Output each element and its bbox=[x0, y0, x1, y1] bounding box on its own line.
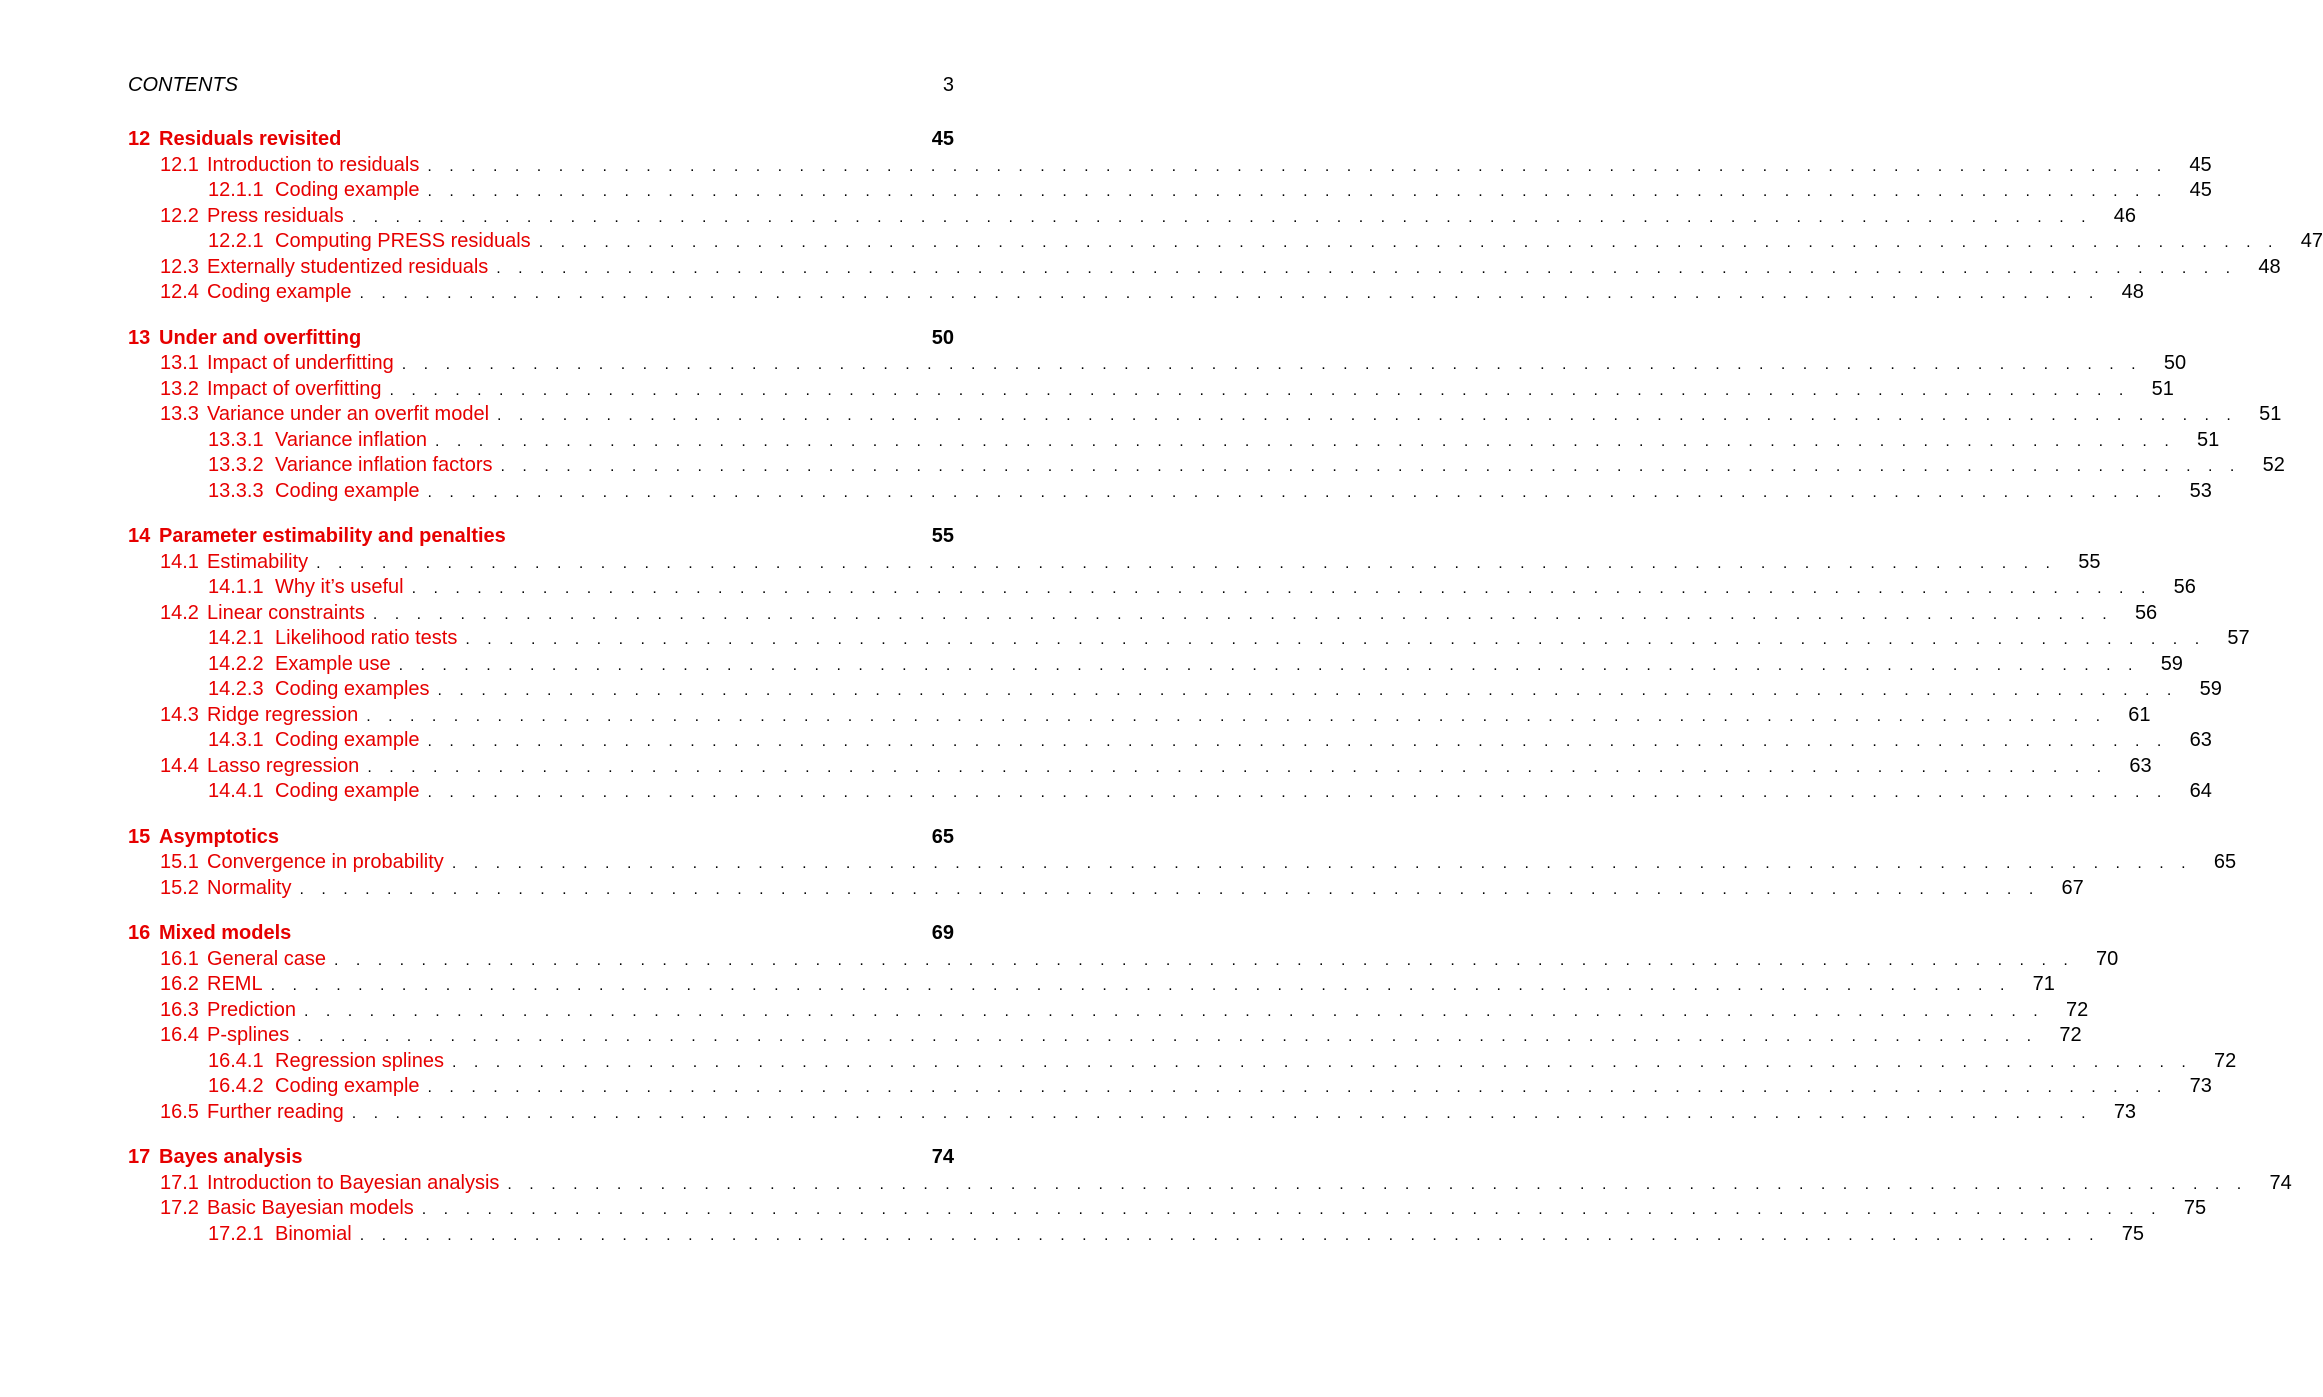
toc-section-entry[interactable] bbox=[128, 550, 2101, 576]
toc-section-entry-link[interactable] bbox=[160, 601, 365, 627]
entry-title: Coding example bbox=[275, 1075, 420, 1097]
dot-leader: . . . . . . . . . . . . . . . . . . . . . . . . . . . . . . . . . . . . . . . . . . . . . . . . . . . . . . . . . . . . . . . . . . . . . . . . . . . . . . . . bbox=[401, 356, 2143, 373]
entry-page-number: 72 bbox=[2066, 998, 2089, 1021]
running-header bbox=[128, 72, 954, 98]
toc-subsection-entry[interactable] bbox=[128, 428, 2220, 454]
toc-chapter bbox=[128, 127, 2323, 306]
entry-page-number: 61 bbox=[2128, 703, 2151, 726]
toc-subsection-entry-link[interactable] bbox=[208, 626, 457, 652]
toc-section-entry[interactable] bbox=[128, 280, 2144, 306]
toc-chapter-entry[interactable] bbox=[128, 524, 954, 550]
toc-chapter-entry-link[interactable] bbox=[128, 127, 341, 153]
entry-page-number: 55 bbox=[2078, 550, 2101, 573]
toc-section-entry-link[interactable] bbox=[160, 1100, 344, 1126]
dot-leader: . . . . . . . . . . . . . . . . . . . . . . . . . . . . . . . . . . . . . . . . . . . . . . . . . . . . . . . . . . . . . . . . . . . . . . . . . . . . . . . . bbox=[437, 682, 2178, 699]
entry-title: General case bbox=[207, 947, 326, 970]
entry-page-number: 73 bbox=[2189, 1075, 2212, 1097]
dot-leader: . . . . . . . . . . . . . . . . . . . . . . . . . . . . . . . . . . . . . . . . . . . . . . . . . . . . . . . . . . . . . . . . . . . . . . . . . . . . . . . . bbox=[316, 554, 2057, 572]
entry-title: Why it’s useful bbox=[275, 576, 404, 598]
toc-subsection-entry-link[interactable] bbox=[208, 178, 420, 204]
entry-number: 14.2 bbox=[160, 601, 199, 624]
dot-leader: . . . . . . . . . . . . . . . . . . . . . . . . . . . . . . . . . . . . . . . . . . . . . . . . . . . . . . . . . . . . . . . . . . . . . . . . . . . . . . . . bbox=[351, 1104, 2093, 1122]
entry-page-number: 72 bbox=[2059, 1024, 2082, 1046]
toc-section-entry[interactable] bbox=[128, 703, 2151, 729]
table-of-contents bbox=[128, 127, 2323, 1267]
toc-section-entry-link[interactable] bbox=[160, 204, 344, 230]
toc-subsection-entry-link[interactable] bbox=[208, 479, 420, 505]
entry-title: P-splines bbox=[207, 1024, 290, 1046]
toc-section-entry-link[interactable] bbox=[160, 876, 291, 902]
entry-page-number: 52 bbox=[2262, 454, 2285, 476]
dot-leader: . . . . . . . . . . . . . . . . . . . . . . . . . . . . . . . . . . . . . . . . . . . . . . . . . . . . . . . . . . . . . . . . . . . . . . . . . . . . . . . . bbox=[465, 631, 2206, 648]
toc-section-entry[interactable] bbox=[128, 601, 2158, 627]
entry-title: Convergence in probability bbox=[207, 851, 444, 873]
entry-title: Press residuals bbox=[207, 204, 344, 227]
toc-section-entry-link[interactable] bbox=[160, 280, 352, 306]
toc-section-entry[interactable] bbox=[128, 377, 2174, 403]
dot-leader: . . . . . . . . . . . . . . . . . . . . . . . . . . . . . . . . . . . . . . . . . . . . . . . . . . . . . . . . . . . . . . . . . . . . . . . . . . . . . . . . bbox=[333, 951, 2075, 969]
entry-page-number: 55 bbox=[931, 525, 954, 547]
toc-subsection-entry-link[interactable] bbox=[208, 1222, 352, 1248]
toc-chapter-entry[interactable] bbox=[128, 825, 954, 851]
dot-leader: . . . . . . . . . . . . . . . . . . . . . . . . . . . . . . . . . . . . . . . . . . . . . . . . . . . . . . . . . . . . . . . . . . . . . . . . . . . . . . . . bbox=[507, 1175, 2248, 1193]
toc-section-entry-link[interactable] bbox=[160, 377, 382, 403]
entry-number: 13 bbox=[128, 326, 151, 349]
entry-page-number: 64 bbox=[2189, 780, 2212, 802]
entry-title: Residuals revisited bbox=[159, 128, 342, 150]
entry-page-number: 74 bbox=[2269, 1171, 2292, 1194]
entry-number: 17.1 bbox=[160, 1171, 199, 1194]
toc-section-entry-link[interactable] bbox=[160, 255, 488, 281]
toc-subsection-entry-link[interactable] bbox=[208, 453, 493, 479]
entry-page-number: 57 bbox=[2227, 627, 2250, 649]
toc-subsection-entry[interactable] bbox=[128, 652, 2183, 678]
toc-chapter-entry-link[interactable] bbox=[128, 921, 291, 947]
toc-subsection-entry[interactable] bbox=[128, 1222, 2145, 1248]
entry-number: 14.2.1 bbox=[208, 627, 264, 649]
toc-chapter bbox=[128, 921, 2237, 1125]
toc-section-entry-link[interactable] bbox=[160, 402, 489, 428]
entry-title: Parameter estimability and penalties bbox=[159, 525, 506, 547]
dot-leader: . . . . . . . . . . . . . . . . . . . . . . . . . . . . . . . . . . . . . . . . . . . . . . . . . . . . . . . . . . . . . . . . . . . . . . . . . . . . . . . . bbox=[434, 432, 2176, 450]
entry-title: Variance inflation factors bbox=[275, 454, 493, 476]
entry-title: Asymptotics bbox=[159, 825, 280, 848]
entry-title: Bayes analysis bbox=[159, 1146, 303, 1168]
entry-number: 14.4 bbox=[160, 754, 199, 777]
toc-subsection-entry[interactable] bbox=[128, 178, 2212, 204]
entry-title: Ridge regression bbox=[207, 703, 359, 726]
entry-page-number: 59 bbox=[2160, 652, 2183, 675]
entry-title: Introduction to Bayesian analysis bbox=[207, 1171, 500, 1194]
toc-chapter bbox=[128, 524, 2250, 805]
entry-page-number: 63 bbox=[2129, 754, 2152, 777]
toc-chapter-entry[interactable] bbox=[128, 326, 954, 352]
toc-section-entry[interactable] bbox=[128, 204, 2137, 230]
toc-chapter-entry[interactable] bbox=[128, 1145, 954, 1171]
toc-section-entry[interactable] bbox=[128, 876, 2084, 902]
entry-number: 14.1 bbox=[160, 550, 199, 573]
entry-page-number: 50 bbox=[2163, 352, 2187, 374]
toc-subsection-entry-link[interactable] bbox=[208, 1074, 420, 1100]
entry-title: Lasso regression bbox=[207, 754, 360, 777]
toc-section-entry[interactable] bbox=[128, 153, 2212, 179]
entry-page-number: 75 bbox=[2121, 1222, 2145, 1245]
entry-title: Impact of overfitting bbox=[207, 377, 382, 400]
entry-number: 12.3 bbox=[160, 255, 199, 278]
dot-leader: . . . . . . . . . . . . . . . . . . . . . . . . . . . . . . . . . . . . . . . . . . . . . . . . . . . . . . . . . . . . . . . . . . . . . . . . . . . . . . . . bbox=[303, 1002, 2045, 1020]
entry-page-number: 47 bbox=[2300, 230, 2323, 252]
entry-title: Coding example bbox=[275, 479, 420, 502]
entry-number: 14.4.1 bbox=[208, 780, 264, 802]
entry-title: Further reading bbox=[207, 1100, 344, 1123]
entry-page-number: 48 bbox=[2121, 281, 2144, 303]
entry-title: Under and overfitting bbox=[159, 326, 362, 349]
entry-page-number: 45 bbox=[931, 128, 954, 150]
toc-section-entry[interactable] bbox=[128, 1196, 2207, 1222]
dot-leader: . . . . . . . . . . . . . . . . . . . . . . . . . . . . . . . . . . . . . . . . . . . . . . . . . . . . . . . . . . . . . . . . . . . . . . . . . . . . . . . . bbox=[398, 656, 2139, 674]
toc-section-entry[interactable] bbox=[128, 754, 2152, 780]
toc-chapter-entry-link[interactable] bbox=[128, 326, 361, 352]
toc-section-entry[interactable] bbox=[128, 947, 2119, 973]
entry-page-number: 72 bbox=[2214, 1049, 2237, 1072]
dot-leader: . . . . . . . . . . . . . . . . . . . . . . . . . . . . . . . . . . . . . . . . . . . . . . . . . . . . . . . . . . . . . . . . . . . . . . . . . . . . . . . . bbox=[427, 483, 2168, 501]
toc-section-entry-link[interactable] bbox=[160, 947, 326, 973]
entry-page-number: 56 bbox=[2134, 601, 2158, 624]
entry-number: 16.3 bbox=[160, 998, 199, 1021]
entry-number: 17 bbox=[128, 1146, 151, 1168]
toc-section-entry-link[interactable] bbox=[160, 972, 263, 998]
entry-page-number: 69 bbox=[931, 922, 954, 944]
entry-page-number: 51 bbox=[2151, 377, 2174, 400]
toc-subsection-entry-link[interactable] bbox=[208, 779, 420, 805]
entry-page-number: 67 bbox=[2061, 876, 2084, 899]
toc-subsection-entry[interactable] bbox=[128, 453, 2285, 479]
entry-page-number: 75 bbox=[2183, 1197, 2207, 1219]
entry-page-number: 50 bbox=[931, 326, 954, 349]
entry-title: Prediction bbox=[207, 998, 296, 1021]
toc-subsection-entry-link[interactable] bbox=[208, 1049, 444, 1075]
entry-title: Likelihood ratio tests bbox=[275, 627, 458, 649]
page-number: 3 bbox=[942, 73, 954, 96]
entry-number: 17.2.1 bbox=[208, 1222, 264, 1245]
dot-leader: . . . . . . . . . . . . . . . . . . . . . . . . . . . . . . . . . . . . . . . . . . . . . . . . . . . . . . . . . . . . . . . . . . . . . . . . . . . . . . . . bbox=[389, 381, 2130, 399]
entry-number: 14.1.1 bbox=[208, 576, 264, 598]
toc-section-entry-link[interactable] bbox=[160, 754, 359, 780]
dot-leader: . . . . . . . . . . . . . . . . . . . . . . . . . . . . . . . . . . . . . . . . . . . . . . . . . . . . . . . . . . . . . . . . . . . . . . . . . . . . . . . . bbox=[359, 1226, 2101, 1244]
entry-page-number: 46 bbox=[2113, 204, 2137, 227]
toc-section-entry[interactable] bbox=[128, 850, 2237, 876]
entry-title: Mixed models bbox=[159, 922, 292, 944]
entry-number: 14.3 bbox=[160, 703, 199, 726]
toc-subsection-entry[interactable] bbox=[128, 229, 2323, 255]
dot-leader: . . . . . . . . . . . . . . . . . . . . . . . . . . . . . . . . . . . . . . . . . . . . . . . . . . . . . . . . . . . . . . . . . . . . . . . . . . . . . . . . bbox=[411, 580, 2152, 597]
toc-section-entry-link[interactable] bbox=[160, 550, 308, 576]
toc-section-entry[interactable] bbox=[128, 1171, 2292, 1197]
dot-leader: . . . . . . . . . . . . . . . . . . . . . . . . . . . . . . . . . . . . . . . . . . . . . . . . . . . . . . . . . . . . . . . . . . . . . . . . . . . . . . . . bbox=[427, 733, 2168, 750]
toc-subsection-entry-link[interactable] bbox=[208, 652, 391, 678]
entry-number: 13.2 bbox=[160, 377, 199, 400]
toc-chapter-entry-link[interactable] bbox=[128, 1145, 302, 1171]
toc-chapter-entry-link[interactable] bbox=[128, 524, 506, 550]
dot-leader: . . . . . . . . . . . . . . . . . . . . . . . . . . . . . . . . . . . . . . . . . . . . . . . . . . . . . . . . . . . . . . . . . . . . . . . . . . . . . . . . bbox=[299, 880, 2040, 898]
toc-chapter-entry[interactable] bbox=[128, 921, 954, 947]
entry-page-number: 73 bbox=[2113, 1100, 2137, 1123]
entry-page-number: 45 bbox=[2189, 153, 2212, 176]
toc-subsection-entry-link[interactable] bbox=[208, 229, 531, 255]
entry-number: 16.5 bbox=[160, 1100, 199, 1123]
entry-page-number: 51 bbox=[2259, 403, 2282, 425]
toc-section-entry[interactable] bbox=[128, 402, 2282, 428]
dot-leader: . . . . . . . . . . . . . . . . . . . . . . . . . . . . . . . . . . . . . . . . . . . . . . . . . . . . . . . . . . . . . . . . . . . . . . . . . . . . . . . . bbox=[270, 977, 2011, 994]
entry-page-number: 59 bbox=[2199, 678, 2222, 700]
entry-number: 13.3.1 bbox=[208, 428, 264, 451]
entry-number: 12.1.1 bbox=[208, 179, 264, 201]
entry-number: 16.2 bbox=[160, 973, 199, 995]
entry-title: Regression splines bbox=[275, 1049, 444, 1072]
dot-leader: . . . . . . . . . . . . . . . . . . . . . . . . . . . . . . . . . . . . . . . . . . . . . . . . . . . . . . . . . . . . . . . . . . . . . . . . . . . . . . . . bbox=[538, 234, 2279, 251]
toc-section-entry-link[interactable] bbox=[160, 153, 419, 179]
entry-number: 12.2 bbox=[160, 204, 199, 227]
running-header-title: CONTENTS bbox=[128, 73, 238, 96]
toc-subsection-entry[interactable] bbox=[128, 1049, 2237, 1075]
toc-section-entry[interactable] bbox=[128, 998, 2089, 1024]
entry-number: 15.2 bbox=[160, 876, 199, 899]
entry-number: 17.2 bbox=[160, 1197, 199, 1219]
entry-title: Normality bbox=[207, 876, 292, 899]
entry-number: 14.2.3 bbox=[208, 678, 264, 700]
entry-title: Externally studentized residuals bbox=[207, 255, 489, 278]
entry-title: Estimability bbox=[207, 550, 309, 573]
entry-number: 13.1 bbox=[160, 352, 199, 374]
entry-page-number: 53 bbox=[2189, 479, 2212, 502]
entry-page-number: 48 bbox=[2258, 255, 2281, 278]
dot-leader: . . . . . . . . . . . . . . . . . . . . . . . . . . . . . . . . . . . . . . . . . . . . . . . . . . . . . . . . . . . . . . . . . . . . . . . . . . . . . . . . bbox=[497, 407, 2238, 424]
toc-section-entry[interactable] bbox=[128, 1100, 2137, 1126]
entry-page-number: 56 bbox=[2173, 576, 2196, 598]
toc-chapter bbox=[128, 1145, 2292, 1247]
dot-leader: . . . . . . . . . . . . . . . . . . . . . . . . . . . . . . . . . . . . . . . . . . . . . . . . . . . . . . . . . . . . . . . . . . . . . . . . . . . . . . . . bbox=[421, 1201, 2163, 1218]
toc-section-entry[interactable] bbox=[128, 1023, 2082, 1049]
entry-title: Impact of underfitting bbox=[207, 352, 394, 374]
entry-number: 15 bbox=[128, 825, 151, 848]
dot-leader: . . . . . . . . . . . . . . . . . . . . . . . . . . . . . . . . . . . . . . . . . . . . . . . . . . . . . . . . . . . . . . . . . . . . . . . . . . . . . . . . bbox=[366, 707, 2107, 725]
toc-section-entry[interactable] bbox=[128, 972, 2055, 998]
toc-section-entry-link[interactable] bbox=[160, 998, 296, 1024]
entry-page-number: 71 bbox=[2032, 973, 2055, 995]
entry-number: 16.4 bbox=[160, 1024, 199, 1046]
entry-number: 15.1 bbox=[160, 851, 199, 873]
toc-section-entry-link[interactable] bbox=[160, 850, 444, 876]
entry-number: 13.3.2 bbox=[208, 454, 264, 476]
toc-section-entry-link[interactable] bbox=[160, 1196, 414, 1222]
dot-leader: . . . . . . . . . . . . . . . . . . . . . . . . . . . . . . . . . . . . . . . . . . . . . . . . . . . . . . . . . . . . . . . . . . . . . . . . . . . . . . . . bbox=[427, 157, 2168, 175]
entry-number: 16.4.2 bbox=[208, 1075, 264, 1097]
toc-subsection-entry-link[interactable] bbox=[208, 428, 427, 454]
entry-title: Coding example bbox=[275, 729, 420, 751]
dot-leader: . . . . . . . . . . . . . . . . . . . . . . . . . . . . . . . . . . . . . . . . . . . . . . . . . . . . . . . . . . . . . . . . . . . . . . . . . . . . . . . . bbox=[351, 208, 2093, 226]
toc-section-entry-link[interactable] bbox=[160, 1023, 289, 1049]
toc-subsection-entry[interactable] bbox=[128, 728, 2212, 754]
entry-number: 14.3.1 bbox=[208, 729, 264, 751]
dot-leader: . . . . . . . . . . . . . . . . . . . . . . . . . . . . . . . . . . . . . . . . . . . . . . . . . . . . . . . . . . . . . . . . . . . . . . . . . . . . . . . . bbox=[359, 285, 2100, 302]
toc-chapter-entry[interactable] bbox=[128, 127, 954, 153]
entry-title: Coding example bbox=[207, 281, 352, 303]
toc-subsection-entry-link[interactable] bbox=[208, 677, 430, 703]
toc-subsection-entry[interactable] bbox=[128, 1074, 2212, 1100]
toc-subsection-entry[interactable] bbox=[128, 575, 2196, 601]
entry-page-number: 45 bbox=[2189, 179, 2212, 201]
dot-leader: . . . . . . . . . . . . . . . . . . . . . . . . . . . . . . . . . . . . . . . . . . . . . . . . . . . . . . . . . . . . . . . . . . . . . . . . . . . . . . . . bbox=[451, 855, 2193, 872]
entry-title: Example use bbox=[275, 652, 391, 675]
toc-chapter bbox=[128, 825, 2237, 902]
dot-leader: . . . . . . . . . . . . . . . . . . . . . . . . . . . . . . . . . . . . . . . . . . . . . . . . . . . . . . . . . . . . . . . . . . . . . . . . . . . . . . . . bbox=[500, 458, 2241, 475]
toc-subsection-entry-link[interactable] bbox=[208, 575, 404, 601]
entry-page-number: 70 bbox=[2096, 947, 2119, 970]
entry-number: 12.4 bbox=[160, 281, 199, 303]
toc-subsection-entry[interactable] bbox=[128, 479, 2212, 505]
toc-chapter bbox=[128, 326, 2285, 505]
entry-title: Variance under an overfit model bbox=[207, 403, 490, 425]
toc-section-entry[interactable] bbox=[128, 255, 2281, 281]
entry-page-number: 74 bbox=[931, 1146, 954, 1168]
entry-title: Coding example bbox=[275, 780, 420, 802]
entry-title: Binomial bbox=[275, 1222, 352, 1245]
entry-title: Computing PRESS residuals bbox=[275, 230, 531, 252]
toc-subsection-entry[interactable] bbox=[128, 626, 2250, 652]
toc-chapter-entry-link[interactable] bbox=[128, 825, 279, 851]
entry-title: Coding example bbox=[275, 179, 420, 201]
toc-section-entry[interactable] bbox=[128, 351, 2187, 377]
entry-title: Linear constraints bbox=[207, 601, 365, 624]
entry-number: 16.4.1 bbox=[208, 1049, 264, 1072]
entry-title: REML bbox=[207, 973, 263, 995]
entry-number: 16 bbox=[128, 922, 151, 944]
toc-section-entry-link[interactable] bbox=[160, 1171, 499, 1197]
toc-subsection-entry-link[interactable] bbox=[208, 728, 420, 754]
entry-number: 13.3.3 bbox=[208, 479, 264, 502]
entry-number: 13.3 bbox=[160, 403, 199, 425]
dot-leader: . . . . . . . . . . . . . . . . . . . . . . . . . . . . . . . . . . . . . . . . . . . . . . . . . . . . . . . . . . . . . . . . . . . . . . . . . . . . . . . . bbox=[427, 1079, 2168, 1096]
entry-number: 14 bbox=[128, 525, 151, 547]
entry-number: 14.2.2 bbox=[208, 652, 264, 675]
dot-leader: . . . . . . . . . . . . . . . . . . . . . . . . . . . . . . . . . . . . . . . . . . . . . . . . . . . . . . . . . . . . . . . . . . . . . . . . . . . . . . . . bbox=[496, 259, 2237, 277]
dot-leader: . . . . . . . . . . . . . . . . . . . . . . . . . . . . . . . . . . . . . . . . . . . . . . . . . . . . . . . . . . . . . . . . . . . . . . . . . . . . . . . . bbox=[451, 1053, 2193, 1071]
dot-leader: . . . . . . . . . . . . . . . . . . . . . . . . . . . . . . . . . . . . . . . . . . . . . . . . . . . . . . . . . . . . . . . . . . . . . . . . . . . . . . . . bbox=[427, 784, 2168, 801]
entry-number: 12.2.1 bbox=[208, 230, 264, 252]
dot-leader: . . . . . . . . . . . . . . . . . . . . . . . . . . . . . . . . . . . . . . . . . . . . . . . . . . . . . . . . . . . . . . . . . . . . . . . . . . . . . . . . bbox=[367, 758, 2108, 776]
toc-subsection-entry[interactable] bbox=[128, 677, 2222, 703]
entry-title: Variance inflation bbox=[275, 428, 427, 451]
entry-title: Introduction to residuals bbox=[207, 153, 420, 176]
toc-section-entry-link[interactable] bbox=[160, 703, 358, 729]
dot-leader: . . . . . . . . . . . . . . . . . . . . . . . . . . . . . . . . . . . . . . . . . . . . . . . . . . . . . . . . . . . . . . . . . . . . . . . . . . . . . . . . bbox=[427, 183, 2168, 200]
dot-leader: . . . . . . . . . . . . . . . . . . . . . . . . . . . . . . . . . . . . . . . . . . . . . . . . . . . . . . . . . . . . . . . . . . . . . . . . . . . . . . . . bbox=[297, 1028, 2038, 1045]
dot-leader: . . . . . . . . . . . . . . . . . . . . . . . . . . . . . . . . . . . . . . . . . . . . . . . . . . . . . . . . . . . . . . . . . . . . . . . . . . . . . . . . bbox=[372, 605, 2114, 623]
entry-page-number: 63 bbox=[2189, 729, 2212, 751]
entry-title: Basic Bayesian models bbox=[207, 1197, 414, 1219]
entry-title: Coding examples bbox=[275, 678, 430, 700]
entry-number: 12.1 bbox=[160, 153, 199, 176]
entry-number: 12 bbox=[128, 128, 151, 150]
entry-number: 16.1 bbox=[160, 947, 199, 970]
toc-section-entry-link[interactable] bbox=[160, 351, 394, 377]
entry-page-number: 65 bbox=[2213, 851, 2237, 873]
entry-page-number: 51 bbox=[2197, 428, 2220, 451]
entry-page-number: 65 bbox=[931, 825, 954, 848]
toc-subsection-entry[interactable] bbox=[128, 779, 2212, 805]
